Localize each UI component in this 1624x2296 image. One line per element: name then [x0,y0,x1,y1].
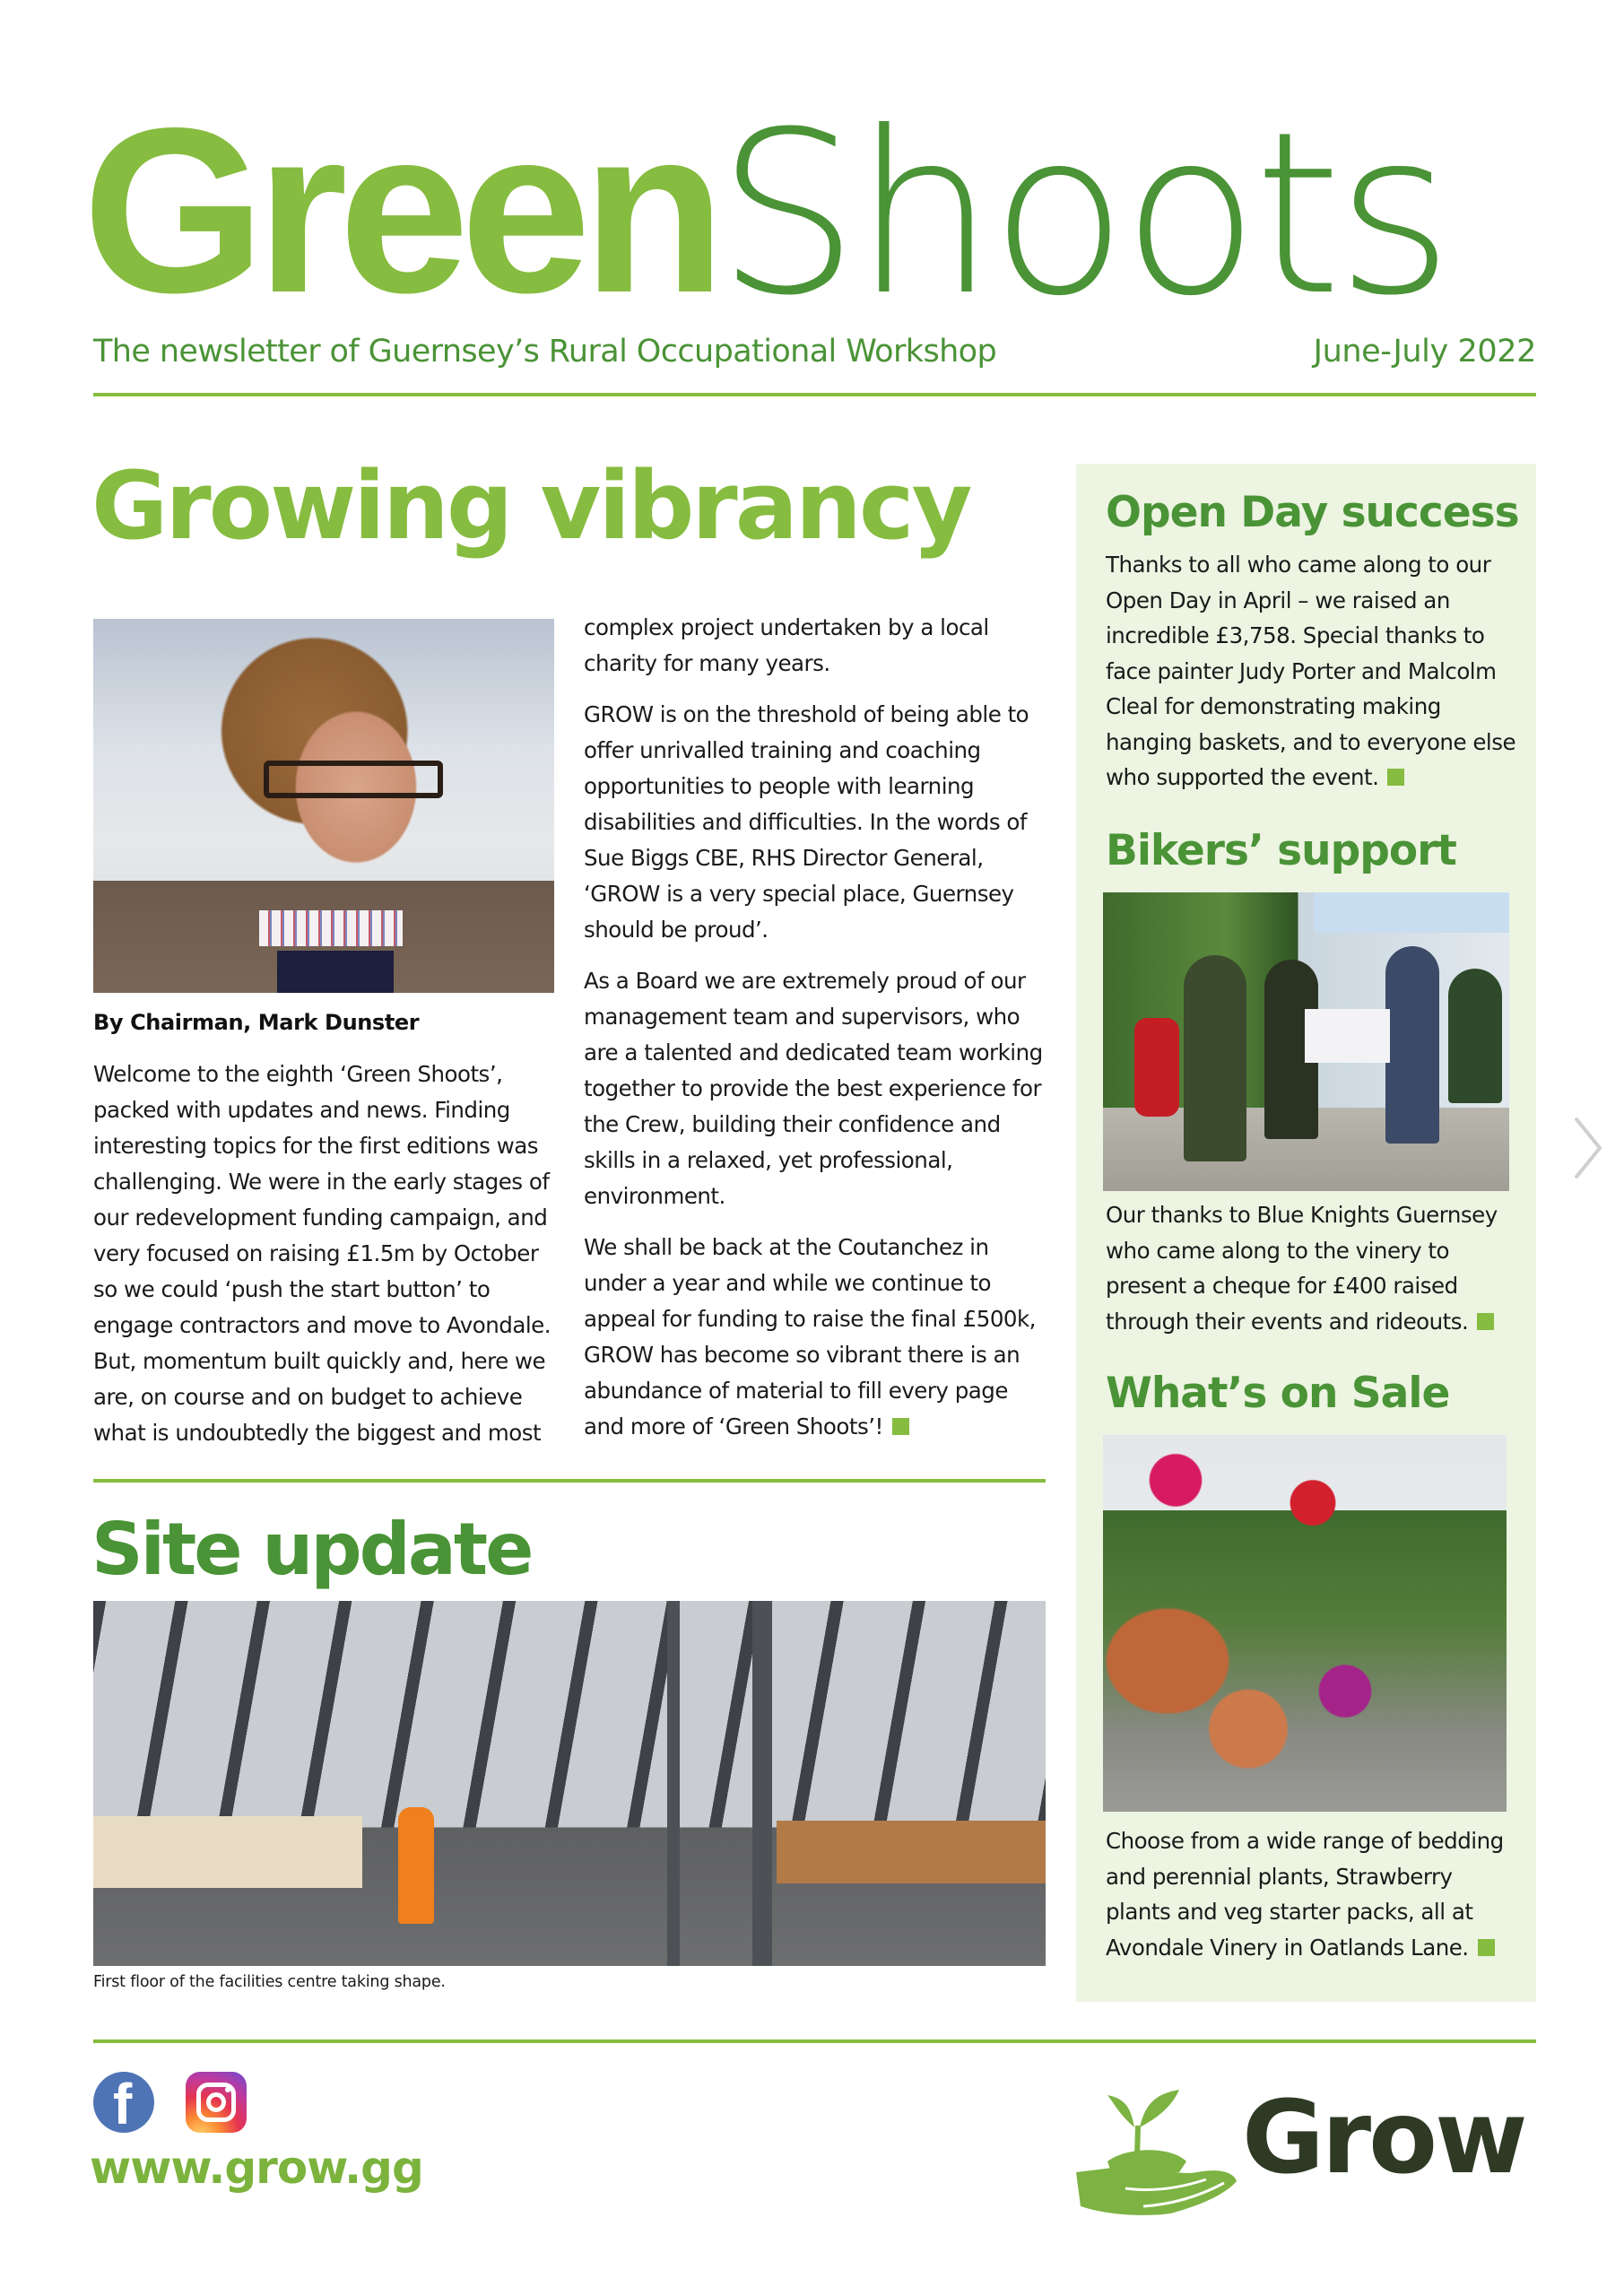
open-day-body [1106,547,1518,796]
flowers-photo [1103,1435,1507,1812]
lead-column-2 [584,610,1050,1460]
end-of-article-icon [1477,1313,1494,1330]
photo-detail-person [1385,946,1439,1144]
lead-paragraph-text: We shall be back at the Coutanchez in under a year and while we continue to appeal for funding to raise the final £500k, GROW has become so vibrant there is an abundance of material to fill every page and more of ‘Green Shoots’! [584,1234,1036,1439]
byline: By Chairman, Mark Dunster [93,1010,420,1035]
facebook-glyph: f [113,2072,133,2136]
end-of-article-icon [892,1418,909,1435]
site-update-headline: Site update [91,1508,532,1591]
facebook-icon[interactable] [93,2072,154,2136]
end-of-article-icon [1387,769,1404,786]
bikers-headline: Bikers’ support [1106,826,1456,875]
instagram-icon[interactable] [186,2072,247,2133]
photo-detail-column [752,1601,772,1966]
bikers-photo [1103,892,1509,1191]
photo-detail-sweater [277,951,394,993]
lead-paragraph: As a Board we are extremely proud of our management team and supervisors, who are a talented and dedicated team working together to provide the best experience for the Crew, building their confidence and skills in a relaxed, yet professional, environment. [584,968,1043,1209]
instagram-dot [225,2087,230,2092]
hand-seedling-icon [1072,2072,1242,2224]
issue-date: June-July 2022 [1313,334,1536,370]
photo-detail-wall [93,1816,362,1888]
lead-paragraph: complex project undertaken by a local charity for many years. [584,614,989,676]
photo-detail-collar [259,910,403,946]
footer-divider [93,2039,1536,2043]
site-photo [93,1601,1046,1966]
masthead-shoots: Shoots [716,83,1448,344]
bikers-text: Our thanks to Blue Knights Guernsey who came along to the vinery to present a cheque for £400 raised through their events and rideouts. [1106,1202,1498,1335]
photo-detail-cheque [1305,1009,1390,1063]
sale-body [1106,1823,1518,1965]
open-day-text: Thanks to all who came along to our Open Day in April – we raised an incredible £3,758. Special thanks to face painter Judy Porter and Malcolm Cleal for demonstrating making hanging baskets, and to everyone else who supported the event. [1106,552,1516,790]
photo-detail-worker [398,1807,434,1924]
bikers-body [1106,1197,1518,1339]
site-photo-caption: First floor of the facilities centre taking shape. [93,1973,446,1991]
lead-paragraph-last [584,1230,1050,1445]
section-divider [93,1479,1046,1483]
lead-paragraph: GROW is on the threshold of being able to offer unrivalled training and coaching opportunities to people with learning disabilities and difficulties. In the words of Sue Biggs CBE, RHS Director General, ‘GROW is a very special place, Guernsey should be proud’. [584,701,1029,943]
photo-detail-person [1448,969,1502,1103]
open-day-headline: Open Day success [1106,488,1519,537]
photo-detail-glasses [264,761,443,798]
photo-detail-sky [1314,892,1509,933]
masthead-tagline: The newsletter of Guernsey’s Rural Occupational Workshop [93,334,997,370]
sale-headline: What’s on Sale [1106,1369,1450,1418]
header-divider [93,393,1536,396]
photo-detail-person [1184,955,1246,1161]
photo-detail-wall [777,1821,1046,1883]
lead-paragraph: Welcome to the eighth ‘Green Shoots’, packed with updates and news. Finding interesting topics for the first editions was challenging. We were in the early stages of our redevelopment funding campaign, and very focused on raising £1.5m by October so we could ‘push the start button’ to engage contractors and move to Avondale. But, momentum built quickly and, here we are, on course and on budget to achieve what is undoubtedly the biggest and most [93,1061,551,1446]
masthead-green: Green [83,79,717,342]
grow-logo-text: Grow [1242,2080,1525,2196]
photo-detail-motorbike [1134,1018,1179,1117]
chairman-photo [93,619,554,993]
end-of-article-icon [1478,1939,1495,1956]
grow-logo [1072,2072,1538,2224]
chevron-right-icon[interactable] [1569,1112,1605,1184]
website-link[interactable]: www.grow.gg [90,2142,423,2194]
masthead-title [83,79,1544,344]
sale-text: Choose from a wide range of bedding and perennial plants, Strawberry plants and veg starter packs, all at Avondale Vinery in Oatlands Lane. [1106,1828,1504,1961]
lead-column-1 [93,1057,560,1466]
photo-detail-column [667,1601,680,1966]
lead-headline: Growing vibrancy [91,451,970,561]
instagram-lens [206,2092,226,2112]
